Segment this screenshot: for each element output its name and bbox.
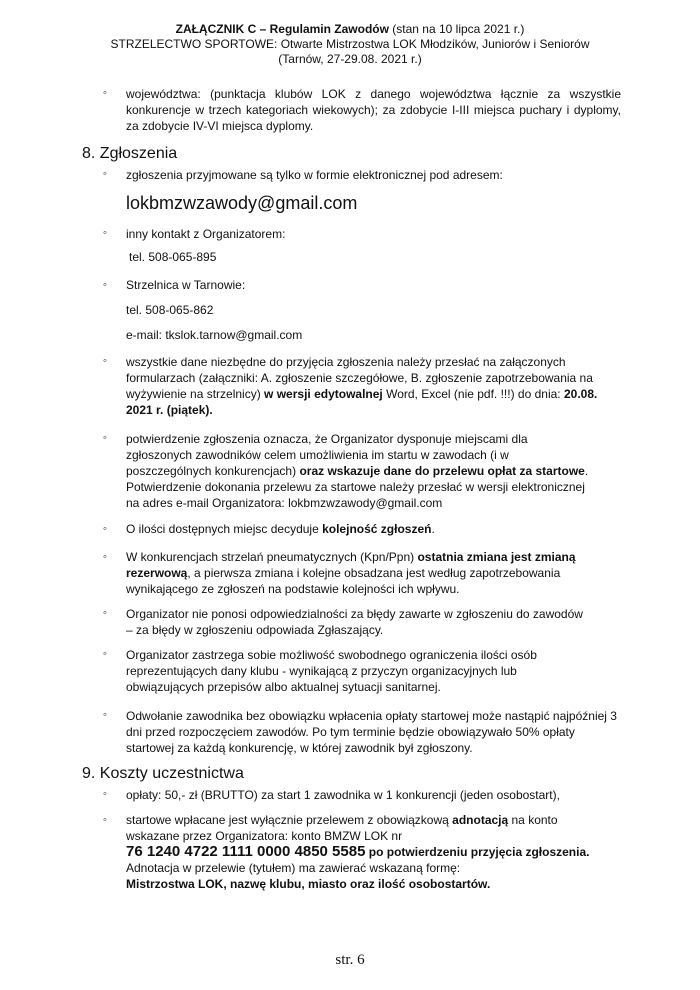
bullet-icon: ◦ [103, 355, 107, 367]
s8-item-7: W konkurencjach strzelań pneumatycznych (Kpn/Ppn) ostatnia zmiana jest zmianą rezerwową, a pierwsza zmiana i kolejne obsadzana jest według zapotrzebowania wynikającego ze zgłoszeń na podstawie kolejności ich wpływu. [126, 550, 576, 596]
bullet-icon: ◦ [103, 523, 107, 535]
header-date: (stan na 10 lipca 2021 r.) [388, 22, 525, 36]
header-place: (Tarnów, 27-29.08. 2021 r.) [278, 52, 422, 66]
s8-item-10: Odwołanie zawodnika bez obowiązku wpłacenia opłaty startowej może nastąpić najpóźniej 3 dni przed rozpoczęciem zawodów. Po tym terminie będzie obowiązywało 50% opłaty startowej za każdą konkurencję, w której zawodnik był zgłoszony. [126, 709, 617, 755]
bullet-icon: ◦ [103, 87, 107, 99]
s8-item-6: O ilości dostępnych miejsc decyduje kolejność zgłoszeń. [126, 522, 435, 536]
bullet-icon: ◦ [103, 432, 107, 444]
header-event: STRZELECTWO SPORTOWE: Otwarte Mistrzostwa LOK Młodzików, Juniorów i Seniorów [110, 37, 590, 51]
bank-account-number: 76 1240 4722 1111 0000 4850 5585 [126, 843, 366, 860]
bullet-icon: ◦ [103, 648, 107, 660]
email-address-large: lokbmzwzawody@gmail.com [126, 193, 358, 213]
top-item: województwa: (punktacja klubów LOK z danego województwa łącznie za wszystkie konkurencje w trzech kategoriach wiekowych); za zdobycie I-III miejsca puchary i dyplomy, za zdobycie IV-VI miejsca dyplomy. [126, 87, 621, 133]
bullet-icon: ◦ [103, 607, 107, 619]
bullet-icon: ◦ [103, 227, 107, 239]
s9-item-1: opłaty: 50,- zł (BRUTTO) za start 1 zawodnika w 1 konkurencji (jeden osobostart), [126, 788, 560, 802]
bullet-icon: ◦ [103, 709, 107, 721]
s8-item-5: potwierdzenie zgłoszenia oznacza, że Organizator dysponuje miejscami dla zgłoszonych zawodników celem umożliwienia im startu w zawodach (i w poszczególnych konkurencjach) oraz wskazuje dane do przelewu opłat za startowe. Potwierdzenie dokonania przelewu za startowe należy przesłać w wersji elektronicznej na adres e-mail Organizatora: lokbmzwzawody@gmail.com [126, 432, 589, 510]
bullet-icon: ◦ [103, 788, 107, 800]
bullet-icon: ◦ [103, 551, 107, 563]
header-title: ZAŁĄCZNIK C – Regulamin Zawodów [175, 22, 389, 36]
s8-item-4: wszystkie dane niezbędne do przyjęcia zgłoszenia należy przesłać na załączonych formularzach (załączniki: A. zgłoszenie szczegółowe, B. zgłoszenie zapotrzebowania na wyżywienie na strzelnicy) w wersji edytowalnej Word, Excel (nie pdf. !!!) do dnia: 20.08. 2021 r. (piątek). [126, 355, 598, 417]
bullet-icon: ◦ [103, 279, 107, 291]
s8-item-1: zgłoszenia przyjmowane są tylko w formie elektronicznej pod adresem: [126, 168, 503, 182]
section-8-heading: 8. Zgłoszenia [82, 145, 178, 162]
s8-item-2: inny kontakt z Organizatorem: [126, 227, 286, 241]
s8-item-8: Organizator nie ponosi odpowiedzialności za błędy zawarte w zgłoszeniu do zawodów – za błędy w zgłoszeniu odpowiada Zgłaszający. [126, 607, 583, 637]
tel-2: tel. 508-065-862 [126, 303, 214, 317]
s8-item-3: Strzelnica w Tarnowie: [126, 278, 246, 292]
section-9-heading: 9. Koszty uczestnictwa [82, 765, 244, 782]
document-header [60, 22, 640, 67]
s9-item-2: startowe wpłacane jest wyłącznie przelewem z obowiązkową adnotacją na konto wskazane przez Organizatora: konto BMZW LOK nr 76 1240 4722 1111 0000 4850 5585 po potwierdzeniu przyjęcia zgłoszenia. Adnotacja w przelewie (tytułem) ma zawierać wskazaną formę: Mistrzostwa LOK, nazwę klubu, miasto oraz ilość osobostartów. [126, 813, 590, 891]
email-2: e-mail: tkslok.tarnow@gmail.com [126, 328, 303, 342]
bullet-icon: ◦ [103, 168, 107, 180]
tel-1: tel. 508-065-895 [129, 250, 217, 264]
bullet-icon: ◦ [103, 814, 107, 826]
page-number: str. 6 [335, 952, 365, 968]
s8-item-9: Organizator zastrzega sobie możliwość swobodnego ograniczenia ilości osób reprezentujących dany klubu - wynikającą z przyczyn organizacyjnych lub obwiązujących przepisów albo aktualnej sytuacji sanitarnej. [126, 648, 537, 694]
